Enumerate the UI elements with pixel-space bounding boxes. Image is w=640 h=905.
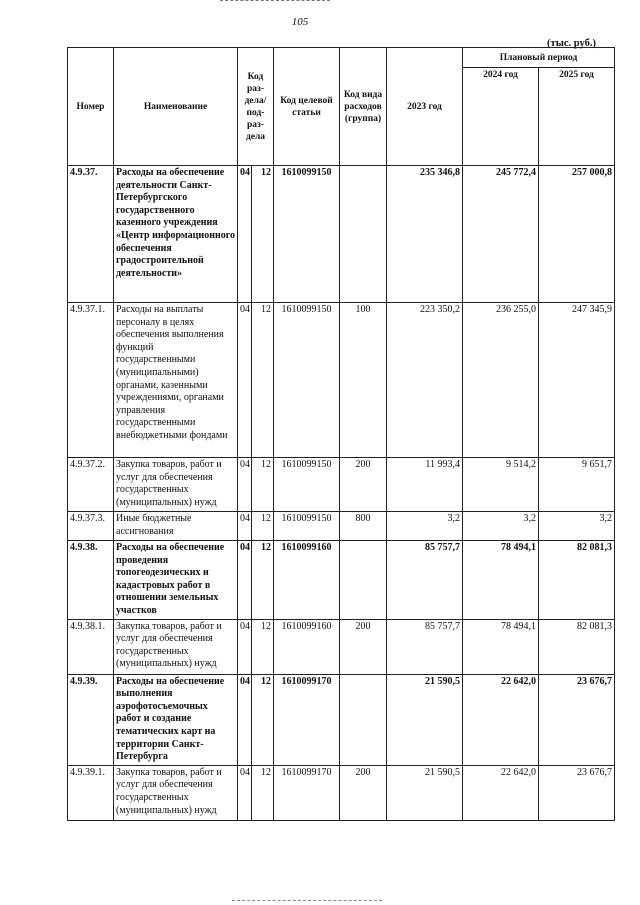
row-target-code: 1610099170 (274, 674, 340, 765)
row-section: 04 (238, 619, 252, 674)
row-value-2023: 3,2 (387, 512, 463, 541)
table-row (68, 303, 615, 458)
row-section: 04 (238, 512, 252, 541)
row-target-code: 1610099150 (274, 166, 340, 303)
row-name: Закупка товаров, работ и услуг для обеспечения государственных (муниципальных) нужд (114, 458, 238, 512)
row-subsection: 12 (252, 619, 274, 674)
header-year-2024: 2024 год (463, 68, 539, 166)
row-value-2025: 82 081,3 (539, 541, 615, 620)
header-target-code: Код целевой статьи (274, 48, 340, 166)
row-value-2025: 9 651,7 (539, 458, 615, 512)
row-name: Расходы на выплаты персоналу в целях обеспечения выполнения функций государственными (муниципальными) органами, казенными учреждениями, органами управления государственными внебюджетными фондами (114, 303, 238, 458)
row-expense-type: 200 (340, 619, 387, 674)
row-value-2025: 3,2 (539, 512, 615, 541)
table-row (68, 541, 615, 620)
row-target-code: 1610099150 (274, 458, 340, 512)
page-number: 105 (291, 16, 309, 28)
row-name: Расходы на обеспечение выполнения аэрофотосъемочных работ и создание тематических карт на территории Санкт-Петербурга (114, 674, 238, 765)
row-section: 04 (238, 674, 252, 765)
row-number: 4.9.38. (68, 541, 114, 620)
bottom-edge-mark (232, 900, 382, 903)
row-subsection: 12 (252, 541, 274, 620)
row-expense-type: 200 (340, 458, 387, 512)
row-number: 4.9.39.1. (68, 765, 114, 820)
row-number: 4.9.37.3. (68, 512, 114, 541)
row-value-2024: 245 772,4 (463, 166, 539, 303)
header-planning-period: Плановый период (463, 48, 615, 68)
row-value-2023: 21 590,5 (387, 674, 463, 765)
row-name: Расходы на обеспечение проведения топогеодезических и кадастровых работ в отношении земельных участков (114, 541, 238, 620)
row-value-2023: 21 590,5 (387, 765, 463, 820)
row-section: 04 (238, 166, 252, 303)
header-year-2025: 2025 год (539, 68, 615, 166)
row-value-2024: 9 514,2 (463, 458, 539, 512)
row-subsection: 12 (252, 303, 274, 458)
header-name: Наименование (114, 48, 238, 166)
row-value-2025: 247 345,9 (539, 303, 615, 458)
header-number: Номер (68, 48, 114, 166)
row-value-2024: 22 642,0 (463, 674, 539, 765)
row-value-2025: 23 676,7 (539, 765, 615, 820)
row-number: 4.9.37.1. (68, 303, 114, 458)
row-target-code: 1610099150 (274, 512, 340, 541)
row-section: 04 (238, 541, 252, 620)
row-target-code: 1610099170 (274, 765, 340, 820)
row-subsection: 12 (252, 166, 274, 303)
row-target-code: 1610099160 (274, 541, 340, 620)
top-edge-mark (220, 0, 330, 3)
table-row (68, 765, 615, 820)
row-subsection: 12 (252, 458, 274, 512)
row-name: Иные бюджетные ассигнования (114, 512, 238, 541)
row-value-2024: 78 494,1 (463, 619, 539, 674)
row-value-2024: 236 255,0 (463, 303, 539, 458)
row-section: 04 (238, 303, 252, 458)
row-number: 4.9.37. (68, 166, 114, 303)
header-expense-type-code: Код вида расходов (группа) (340, 48, 387, 166)
row-value-2024: 3,2 (463, 512, 539, 541)
row-value-2023: 85 757,7 (387, 619, 463, 674)
row-expense-type (340, 674, 387, 765)
row-value-2025: 257 000,8 (539, 166, 615, 303)
row-value-2023: 223 350,2 (387, 303, 463, 458)
row-expense-type: 200 (340, 765, 387, 820)
row-expense-type (340, 541, 387, 620)
table-row (68, 512, 615, 541)
row-name: Закупка товаров, работ и услуг для обеспечения государственных (муниципальных) нужд (114, 619, 238, 674)
header-year-2023: 2023 год (387, 48, 463, 166)
row-name: Закупка товаров, работ и услуг для обеспечения государственных (муниципальных) нужд (114, 765, 238, 820)
table-body (68, 166, 615, 821)
row-subsection: 12 (252, 674, 274, 765)
row-value-2023: 85 757,7 (387, 541, 463, 620)
row-number: 4.9.37.2. (68, 458, 114, 512)
table-row (68, 458, 615, 512)
table-row (68, 166, 615, 303)
budget-table (67, 47, 615, 821)
row-number: 4.9.38.1. (68, 619, 114, 674)
row-value-2024: 78 494,1 (463, 541, 539, 620)
row-expense-type: 800 (340, 512, 387, 541)
row-expense-type (340, 166, 387, 303)
row-name: Расходы на обеспечение деятельности Санкт-Петербургского государственного казенного учреждения «Центр информационного обеспечения градостроительной деятельности» (114, 166, 238, 303)
units-label: (тыс. руб.) (547, 38, 596, 49)
row-section: 04 (238, 458, 252, 512)
row-value-2023: 235 346,8 (387, 166, 463, 303)
row-subsection: 12 (252, 512, 274, 541)
row-target-code: 1610099160 (274, 619, 340, 674)
table-row (68, 674, 615, 765)
row-value-2024: 22 642,0 (463, 765, 539, 820)
row-value-2023: 11 993,4 (387, 458, 463, 512)
row-value-2025: 23 676,7 (539, 674, 615, 765)
row-subsection: 12 (252, 765, 274, 820)
row-expense-type: 100 (340, 303, 387, 458)
row-number: 4.9.39. (68, 674, 114, 765)
row-value-2025: 82 081,3 (539, 619, 615, 674)
table-row (68, 619, 615, 674)
row-target-code: 1610099150 (274, 303, 340, 458)
table-header (68, 48, 615, 166)
header-section-code: Код раз-дела/ под-раз-дела (238, 48, 274, 166)
row-section: 04 (238, 765, 252, 820)
